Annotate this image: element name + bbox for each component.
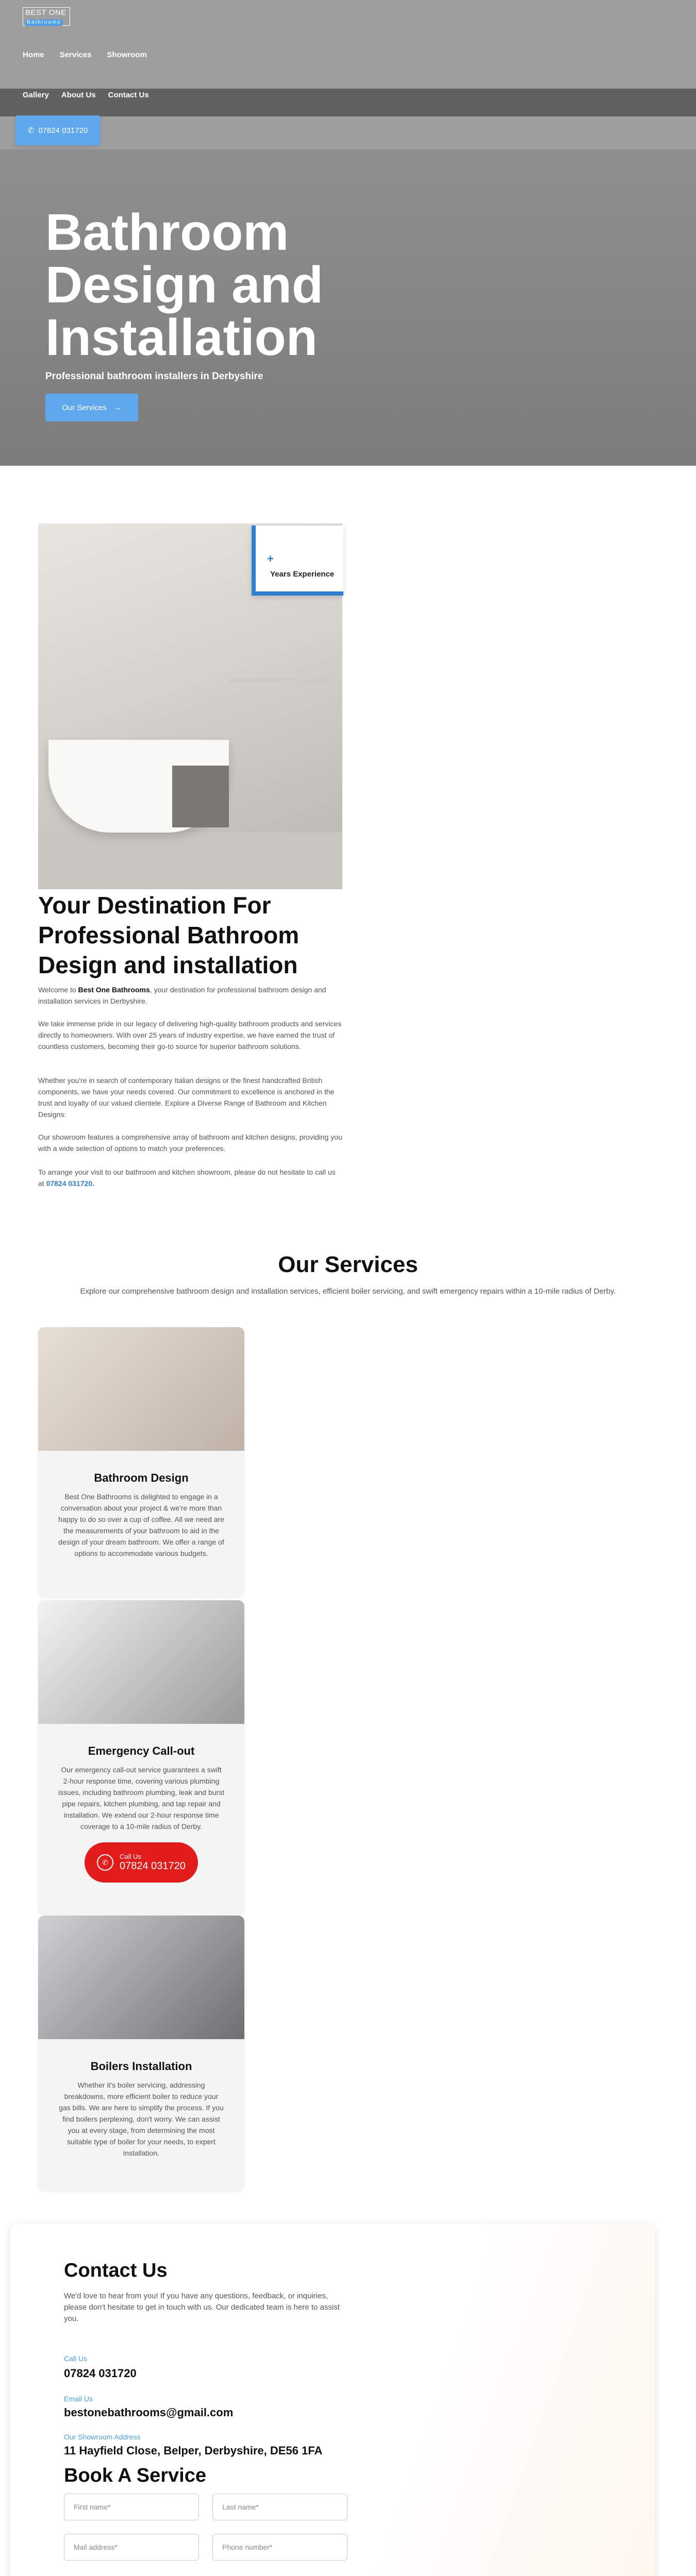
primary-nav: [23, 50, 147, 59]
experience-badge: [252, 526, 343, 596]
nav-contact[interactable]: Contact Us: [108, 91, 149, 99]
last-name-field[interactable]: Last name*: [212, 2494, 347, 2520]
experience-label: Years Experience: [270, 570, 335, 579]
brand-name: Best One Bathrooms: [78, 986, 150, 994]
arrow-right-icon: →: [113, 403, 122, 412]
service-card: [38, 1916, 244, 2191]
booking-title: Book A Service: [64, 2465, 206, 2486]
intro-heading: Your Destination For Professional Bathroom Design and installation: [38, 892, 300, 978]
hero-subtitle: Professional bathroom installers in Derbyshire: [45, 371, 263, 382]
email-label: Email Us: [64, 2395, 93, 2403]
emergency-photo: [38, 1600, 244, 1724]
secondary-nav: [23, 91, 149, 99]
boiler-photo: [38, 1916, 244, 2039]
intro-paragraph: [38, 984, 342, 1007]
header-call-label: 07824 031720: [38, 126, 88, 135]
intro-text: , your destination for professional bathroom design and installation services in Derbyshire.: [38, 986, 326, 1005]
header-call-button[interactable]: [15, 115, 100, 145]
shelf: [229, 678, 332, 682]
nav-gallery[interactable]: Gallery: [23, 91, 49, 99]
contact-address: 11 Hayfield Close, Belper, Derbyshire, DE56 1FA: [64, 2444, 323, 2457]
emergency-call-button[interactable]: [85, 1842, 198, 1883]
service-card: [38, 1600, 244, 1914]
contact-intro: We'd love to hear from you! If you have any questions, feedback, or inquiries, please don't hesitate to get in touch with us. Our dedicated team is here to assist you.: [64, 2292, 340, 2323]
logo-text: BEST ONE: [25, 8, 67, 17]
intro-text: Welcome to: [38, 986, 78, 994]
towel: [172, 766, 229, 827]
contact-title: Contact Us: [64, 2260, 168, 2281]
intro-paragraph: Whether you're in search of contemporary Italian designs or the finest handcrafted British components, we have your needs covered. Our commitment to excellence is anchored in the trust and loyalty of our valued clientele. Explore a Diverse Range of Bathroom and Kitchen Designs:: [38, 1076, 335, 1118]
service-card: [38, 1327, 244, 1597]
service-card-title: Boilers Installation: [90, 2060, 192, 2073]
hero-section: [0, 149, 696, 466]
intro-paragraph: Our showroom features a comprehensive array of bathroom and kitchen designs, providing you with a wide selection of options to match your preferences.: [38, 1133, 342, 1153]
service-card-title: Bathroom Design: [94, 1471, 189, 1484]
floor: [38, 833, 342, 889]
nav-about[interactable]: About Us: [61, 91, 96, 99]
site-logo[interactable]: [23, 7, 70, 26]
first-name-field[interactable]: First name*: [64, 2494, 199, 2520]
phone-icon: ✆: [97, 1854, 113, 1871]
hero-title: Bathroom Design and Installation: [45, 204, 323, 366]
nav-home[interactable]: Home: [23, 50, 44, 59]
bathroom-design-photo: [38, 1327, 244, 1451]
call-us-label: Call Us: [120, 1853, 141, 1860]
email-field[interactable]: Mail address*: [64, 2534, 199, 2561]
call-label: Call Us: [64, 2354, 88, 2363]
services-subtitle: Explore our comprehensive bathroom design and installation services, efficient boiler servicing, and swift emergency repairs within a 10-mile radius of Derby.: [80, 1287, 616, 1296]
service-card-text: Best One Bathrooms is delighted to engage in a conversation about your project & we're more than happy to do so over a cup of coffee. All we need are the measurements of your bathroom to aid in the design of your dream bathroom. We offer a range of options to accommodate various budgets.: [58, 1493, 224, 1557]
our-services-label: Our Services: [62, 403, 107, 412]
intro-paragraph: [38, 1166, 342, 1189]
nav-services[interactable]: Services: [59, 50, 92, 59]
service-card-text: Our emergency call-out service guarantees a swift 2-hour response time, covering various plumbing issues, including bathroom plumbing, leak and burst pipe repairs, kitchen plumbing, and tap repair and installation. We extend our 2-hour response time coverage to a 10-mile radius of Derby.: [58, 1766, 225, 1831]
our-services-button[interactable]: [45, 394, 138, 421]
contact-phone[interactable]: 07824 031720: [64, 2367, 137, 2380]
call-us-number: 07824 031720: [120, 1860, 186, 1872]
intro-text: To arrange your visit to our bathroom and kitchen showroom, please do not hesitate to call us at: [38, 1168, 336, 1188]
logo-subtext: Bathrooms: [25, 20, 62, 26]
call-button-text: [120, 1853, 186, 1872]
nav-showroom[interactable]: Showroom: [107, 50, 147, 59]
service-card-title: Emergency Call-out: [88, 1744, 195, 1757]
site-header: [0, 0, 696, 149]
contact-email[interactable]: bestonebathrooms@gmail.com: [64, 2406, 234, 2419]
plus-icon: +: [267, 552, 274, 565]
phone-icon: ✆: [27, 126, 35, 135]
phone-field[interactable]: Phone number*: [212, 2534, 347, 2561]
intro-paragraph: We take immense pride in our legacy of delivering high-quality bathroom products and services directly to homeowners. With over 25 years of industry expertise, we have earned the trust of countless customers, becoming their go-to source for superior bathroom solutions.: [38, 1020, 342, 1050]
services-title: Our Services: [278, 1252, 418, 1277]
address-label: Our Showroom Address: [64, 2433, 141, 2441]
service-card-text: Whether it's boiler servicing, addressing breakdowns, more efficient boiler to reduce your gas bills. We are here to simplify the process. If you find boilers perplexing, don't worry. We can assist you at every stage, from determining the most suitable type of boiler for your needs, to expert installation.: [59, 2081, 224, 2157]
intro-phone-link[interactable]: 07824 031720.: [46, 1179, 95, 1188]
